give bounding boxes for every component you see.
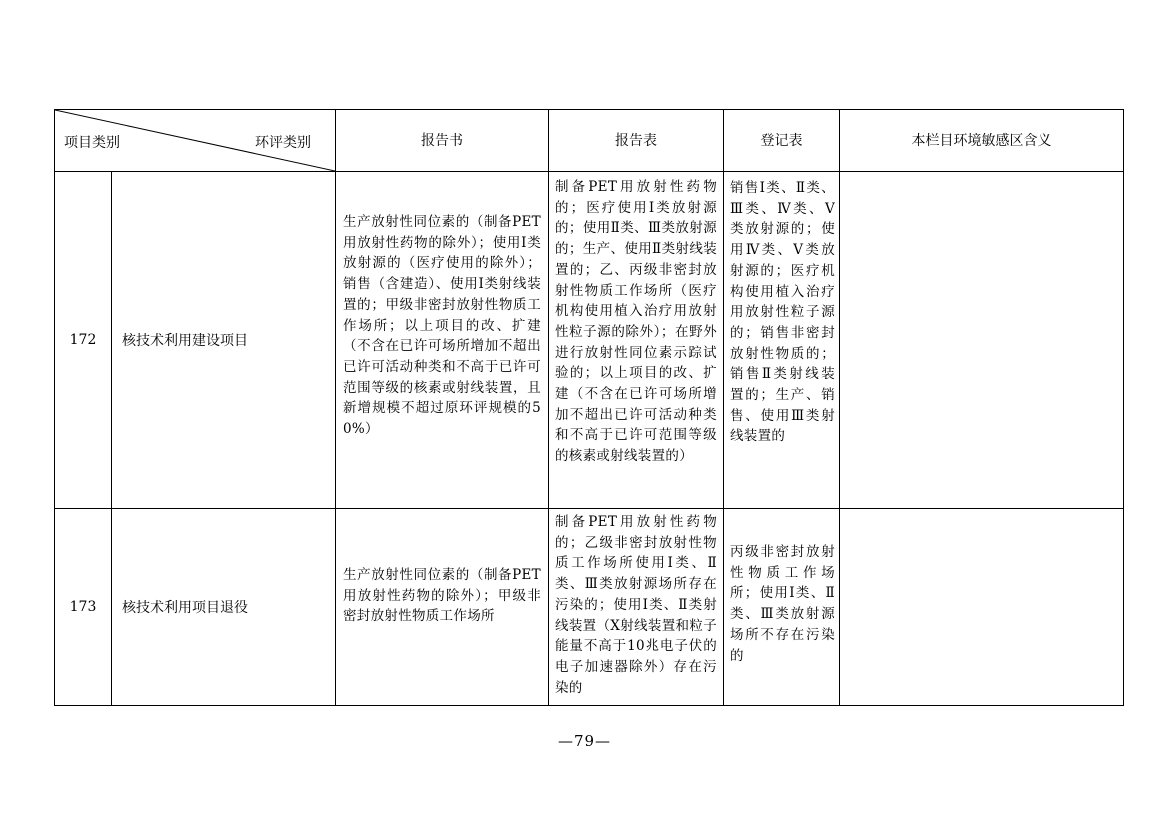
report-form-header: 报告表 [615, 133, 657, 149]
report-book-header: 报告书 [421, 133, 463, 149]
eia-table [54, 109, 1124, 706]
sensitive-area-header: 本栏目环境敏感区含义 [911, 133, 1052, 149]
row-number: 173 [69, 599, 97, 615]
diagonal-header-cell [55, 110, 335, 171]
row-name: 核技术利用项目退役 [122, 600, 248, 616]
report-form-cell: 制备PET用放射性药物的；乙级非密封放射性物质工作场所使用Ⅰ类、Ⅱ类、Ⅲ类放射源场所存在污染的；使用Ⅰ类、Ⅱ类射线装置（X射线装置和粒子能量不高于10兆电子伏的电子加速器除外）存在污染的 [555, 514, 717, 696]
divider [839, 110, 840, 705]
registration-form-header: 登记表 [760, 133, 803, 149]
row-number: 172 [69, 332, 97, 348]
report-book-cell: 生产放射性同位素的（制备PET用放射性药物的除外）；甲级非密封放射性物质工作场所 [343, 567, 541, 625]
divider [335, 110, 336, 705]
row-name: 核技术利用建设项目 [122, 333, 248, 349]
page-number: —79— [557, 732, 612, 750]
eia-category-header: 环评类别 [255, 135, 311, 151]
project-category-header: 项目类别 [64, 135, 120, 151]
divider [723, 110, 724, 705]
report-form-cell: 制备PET用放射性药物的；医疗使用Ⅰ类放射源的；使用Ⅱ类、Ⅲ类放射源的；生产、使用Ⅱ类射线装置的；乙、丙级非密封放射性物质工作场所（医疗机构使用植入治疗用放射性粒子源的除外）；在野外进行放射性同位素示踪试验的；以上项目的改、扩建（不含在已许可场所增加不超出已许可活动种类和不高于已许可范围等级的核素或射线装置的） [555, 179, 717, 465]
registration-form-cell: 丙级非密封放射性物质工作场所；使用Ⅰ类、Ⅱ类、Ⅲ类放射源场所不存在污染的 [730, 544, 835, 664]
registration-form-cell: 销售Ⅰ类、Ⅱ类、Ⅲ类、Ⅳ类、Ⅴ类放射源的；使用Ⅳ类、Ⅴ类放射源的；医疗机构使用植入治疗用放射性粒子源的；销售非密封放射性物质的；销售Ⅱ类射线装置的；生产、销售、使用Ⅲ类射线装置的 [730, 180, 835, 445]
divider [548, 110, 549, 705]
report-book-cell: 生产放射性同位素的（制备PET用放射性药物的除外）；使用Ⅰ类放射源的（医疗使用的除外）；销售（含建造）、使用Ⅰ类射线装置的；甲级非密封放射性物质工作场所；以上项目的改、扩建（不含在已许可场所增加不超出已许可活动种类和不高于已许可范围等级的核素或射线装置，且新增规模不超过原环评规模的50%） [343, 214, 541, 438]
